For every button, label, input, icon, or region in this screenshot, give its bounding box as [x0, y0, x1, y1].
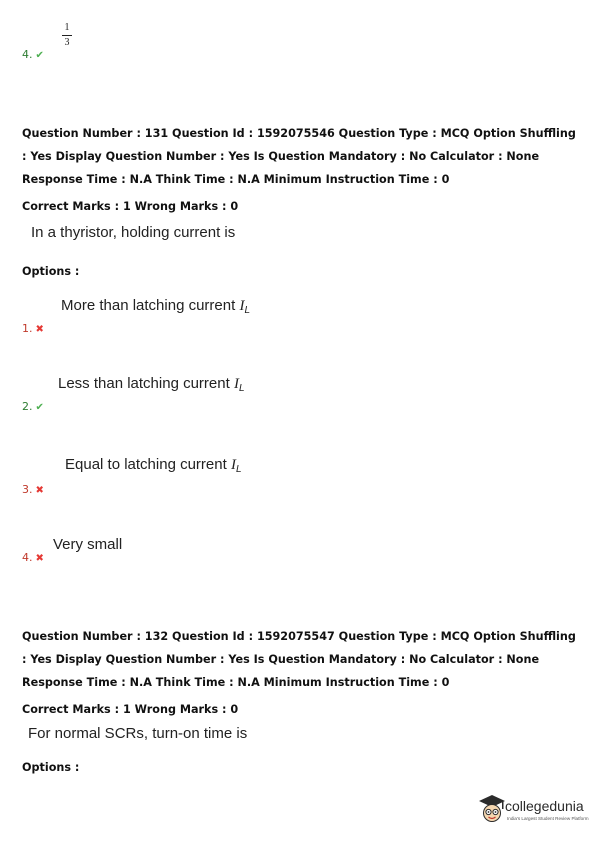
current-symbol: I — [233, 376, 239, 392]
question-131-options-label: Options : — [22, 265, 80, 278]
wrong-cross-icon: ✖ — [35, 553, 44, 564]
question-132-options-label: Options : — [22, 761, 80, 774]
graduate-mascot-icon — [477, 792, 507, 828]
option-4-marker — [22, 548, 44, 566]
question-132-text: For normal SCRs, turn-on time is — [28, 725, 248, 742]
question-131-meta: Question Number : 131 Question Id : 1592075546 Question Type : MCQ Option Shuffling : Yes Display Question Number : Yes Is Question Mandatory : No Calculator : None Response Time : N.A Think Time : N.A Minimum Instruction Time : 0 — [22, 127, 576, 186]
option-1-marker — [22, 319, 44, 337]
correct-check-icon: ✔ — [35, 50, 44, 61]
option-3-text: Equal to latching current $I_L$ — [65, 456, 242, 475]
current-subscript: L — [238, 383, 245, 394]
correct-check-icon: ✔ — [35, 402, 44, 413]
option-number: 4. — [22, 551, 33, 564]
question-131-marks: Correct Marks : 1 Wrong Marks : 0 — [22, 200, 239, 213]
collegedunia-logo — [477, 792, 587, 832]
logo-wordmark: collegedunia — [505, 798, 584, 814]
option-3-marker — [22, 480, 44, 498]
current-subscript: L — [244, 305, 250, 316]
option-number: 2. — [22, 400, 33, 413]
option-4-text: Very small — [53, 536, 123, 553]
question-132-marks: Correct Marks : 1 Wrong Marks : 0 — [22, 703, 239, 716]
fraction-denominator: 3 — [64, 37, 70, 48]
current-symbol: I — [239, 298, 245, 314]
fraction-one-third — [62, 22, 72, 48]
question-131-text: In a thyristor, holding current is — [31, 224, 236, 241]
wrong-cross-icon: ✖ — [35, 324, 44, 335]
logo-tagline: India's Largest Student Review Platform — [507, 816, 589, 821]
fraction-numerator: 1 — [64, 22, 70, 33]
option-2-marker — [22, 397, 44, 415]
option-number: 4. — [22, 48, 33, 61]
option-2-text: Less than latching current $I_L$ — [58, 375, 245, 394]
option-number: 1. — [22, 322, 33, 335]
current-subscript: L — [235, 464, 242, 475]
option-number: 3. — [22, 483, 33, 496]
prev-option-4 — [22, 45, 44, 63]
wrong-cross-icon: ✖ — [35, 485, 44, 496]
option-1-text: More than latching current $I_L$ — [61, 297, 250, 316]
question-132-meta: Question Number : 132 Question Id : 1592075547 Question Type : MCQ Option Shuffling : Yes Display Question Number : Yes Is Question Mandatory : No Calculator : None Response Time : N.A Think Time : N.A Minimum Instruction Time : 0 — [22, 630, 576, 689]
current-symbol: I — [230, 457, 236, 473]
